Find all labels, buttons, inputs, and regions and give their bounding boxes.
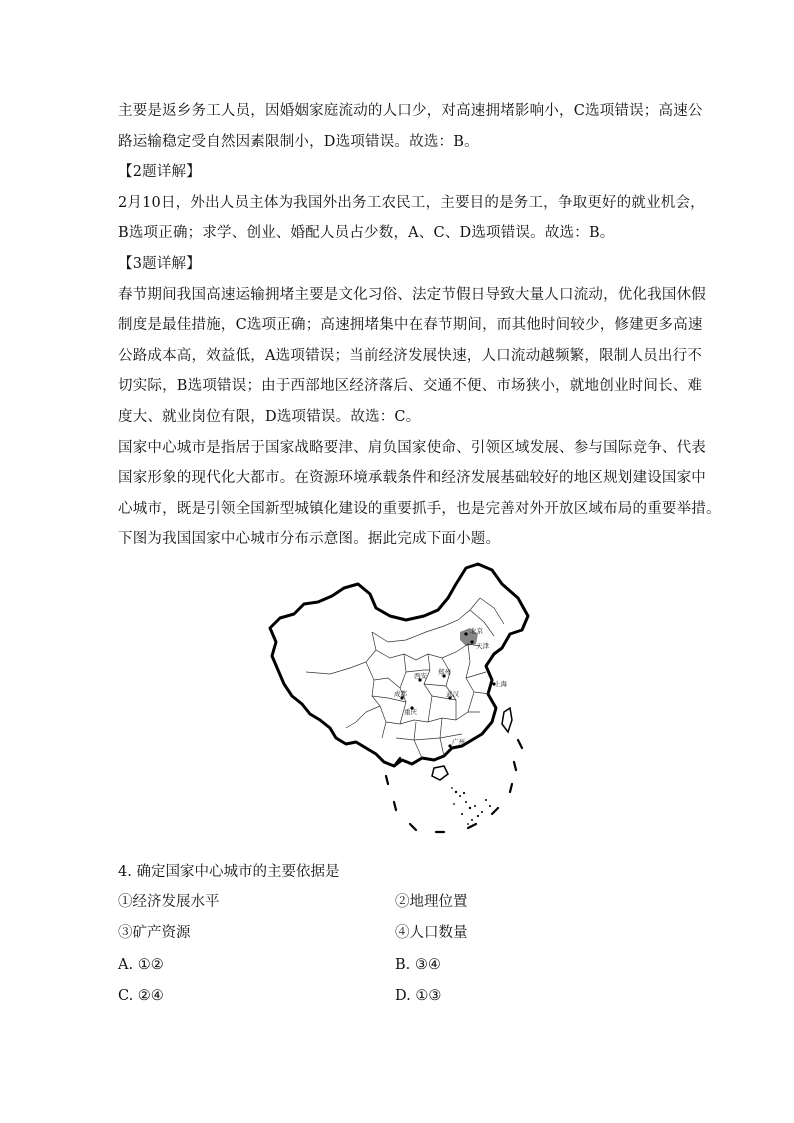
text-line: 2月10日，外出人员主体为我国外出务工农民工，主要目的是务工，争取更好的就业机会，	[118, 194, 705, 211]
answer-option-b: B. ③④	[395, 957, 441, 973]
text-line: 国家形象的现代化大都市。在资源环境承载条件和经济发展基础较好的地区规划建设国家中	[118, 470, 706, 487]
text-line: 国家中心城市是指居于国家战略要津、肩负国家使命、引领区域发展、参与国际竞争、代表	[118, 439, 706, 456]
text-line: 制度是最佳措施，C选项正确；高速拥堵集中在春节期间，而其他时间较少，修建更多高速	[118, 317, 703, 334]
question-stem: 4. 确定国家中心城市的主要依据是	[118, 864, 340, 880]
section-heading-3: 【3题详解】	[118, 255, 201, 272]
text-line: 切实际，B选项错误；由于西部地区经济落后、交通不便、市场狭小，就地创业时间长、难	[118, 378, 703, 395]
map-svg	[266, 562, 536, 844]
city-label-chongqing: 重庆	[404, 708, 417, 716]
statement-item-1: ①经济发展水平	[118, 894, 220, 910]
answer-option-a: A. ①②	[118, 957, 164, 973]
city-label-wuhan: 武汉	[446, 690, 459, 698]
section-heading-2: 【2题详解】	[118, 164, 201, 181]
city-label-xian: 西安	[414, 672, 427, 680]
city-dot-tianjin	[470, 640, 473, 643]
statement-item-3: ③矿产资源	[118, 925, 191, 941]
text-line: B选项正确；求学、创业、婚配人员占少数，A、C、D选项错误。故选：B。	[118, 225, 615, 242]
city-label-zhengzhou: 郑州	[438, 668, 451, 676]
answer-option-d: D. ①③	[395, 988, 442, 1004]
answer-option-c: C. ②④	[118, 988, 164, 1004]
china-outline	[270, 564, 528, 766]
city-label-beijing: 北京	[470, 627, 483, 635]
city-label-guangzhou: 广州	[452, 738, 465, 746]
city-label-shanghai: 上海	[494, 680, 507, 688]
city-label-chengdu: 成都	[394, 690, 407, 698]
text-line: 春节期间我国高速运输拥堵主要是文化习俗、法定节假日导致大量人口流动，优化我国休假	[118, 286, 706, 303]
text-line: 路运输稳定受自然因素限制小，D选项错误。故选：B。	[118, 133, 479, 150]
hainan-island	[432, 766, 448, 780]
text-line: 度大、就业岗位有限，D选项错误。故选：C。	[118, 408, 421, 425]
text-line: 下图为我国国家中心城市分布示意图。据此完成下面小题。	[118, 531, 501, 548]
south-sea-islands	[451, 787, 491, 825]
statement-item-2: ②地理位置	[395, 894, 468, 910]
statement-item-4: ④人口数量	[395, 925, 468, 941]
city-label-tianjin: 天津	[476, 642, 489, 650]
text-line: 公路成本高，效益低，A选项错误；当前经济发展快速，人口流动越频繁，限制人员出行不	[118, 347, 702, 364]
text-line: 主要是返乡务工人员，因婚姻家庭流动的人口少，对高速拥堵影响小，C选项错误；高速公	[118, 103, 703, 119]
answer-explanation-1	[118, 96, 721, 555]
text-line: 心城市，既是引领全国新型城镇化建设的重要抓手，也是完善对外开放区域布局的重要举措。	[118, 500, 721, 517]
china-city-map	[266, 562, 536, 844]
city-dot-beijing	[464, 632, 467, 635]
taiwan-island	[502, 708, 512, 732]
